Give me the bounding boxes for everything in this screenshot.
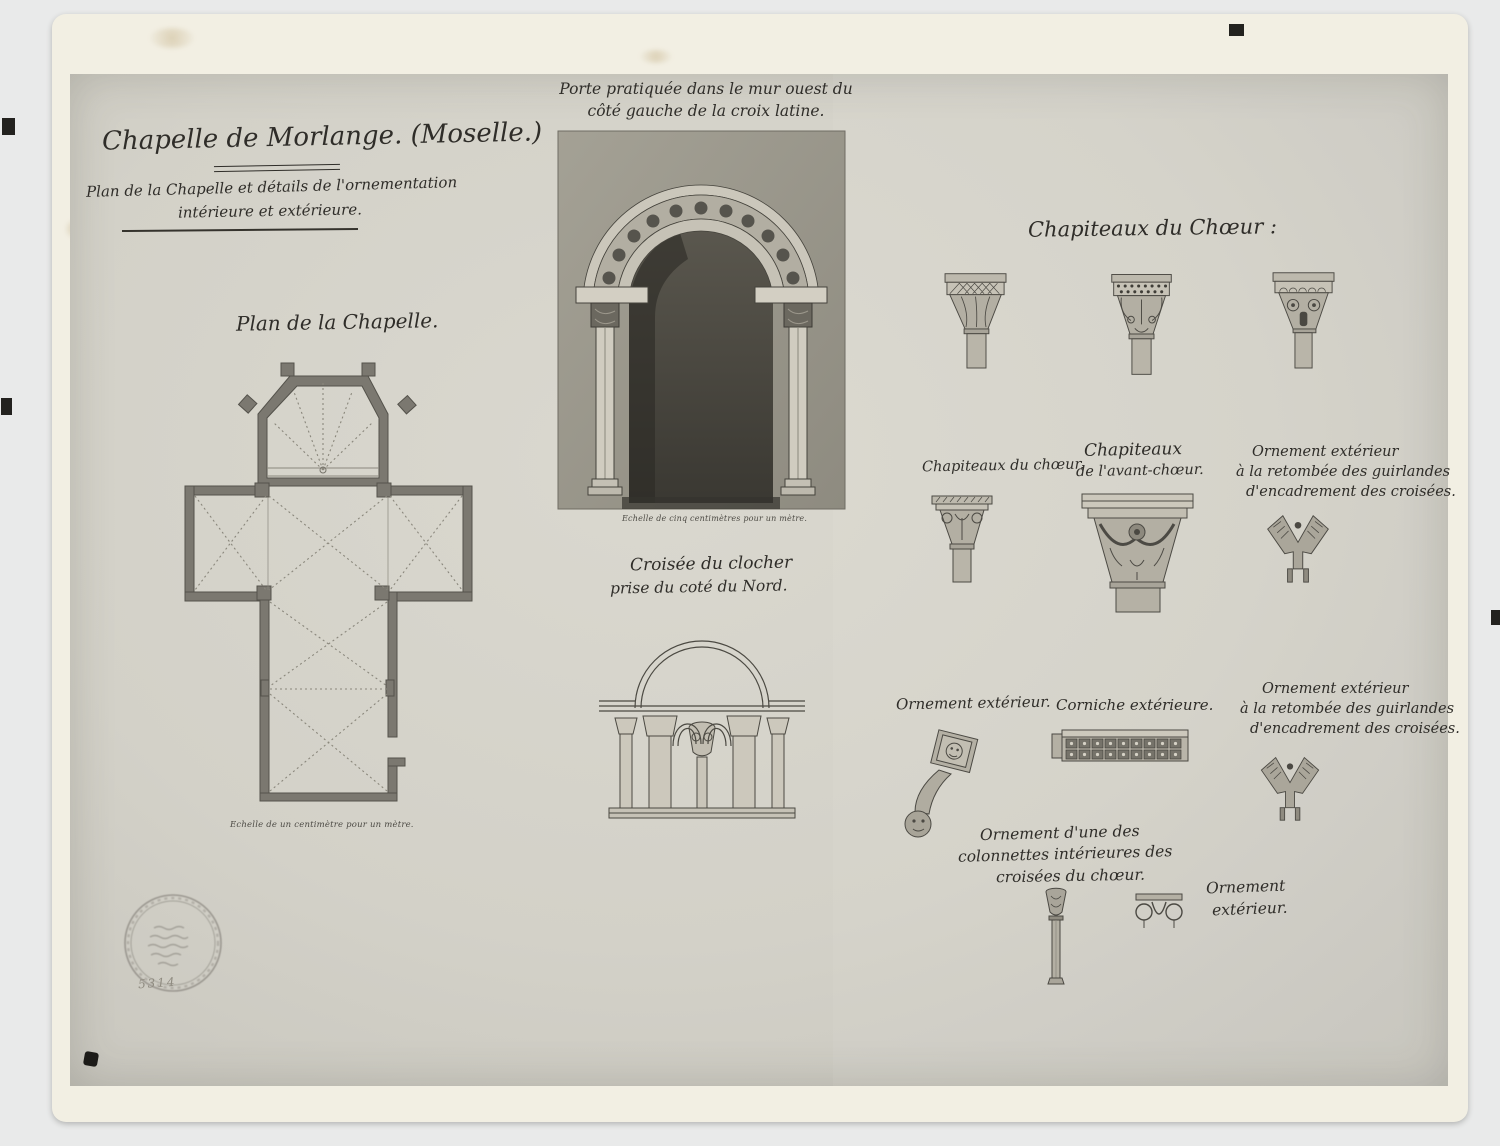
row4-label-line3: croisées du chœur. — [995, 865, 1146, 887]
edge-mark — [1, 398, 12, 415]
chapel-floor-plan-drawing — [175, 358, 480, 813]
row4-label-line1: Ornement d'une des — [979, 821, 1140, 845]
foxing-stain — [150, 28, 194, 48]
croisee-label-line2: prise du coté du Nord. — [609, 576, 788, 598]
row2-label-right-line1: Ornement extérieur — [1252, 444, 1399, 460]
west-door-drawing — [558, 131, 845, 509]
ink-blot — [83, 1051, 99, 1067]
row3-label-right-line3: d'encadrement des croisées. — [1250, 721, 1460, 737]
capitals-heading: Chapiteaux du Chœur : — [1027, 214, 1278, 242]
stamp-inventory-number: 5314 — [137, 974, 177, 992]
edge-mark — [1491, 610, 1500, 625]
edge-mark — [2, 118, 15, 135]
row2-label-left: Chapiteaux du chœur. — [921, 456, 1085, 476]
exterior-cornice-drawing — [1050, 726, 1192, 768]
row2-label-mid-line1: Chapiteaux — [1083, 439, 1183, 461]
foxing-stain — [640, 50, 672, 63]
row4-label-right-line1: Ornement — [1205, 876, 1286, 898]
choir-capital-drawing-2 — [1106, 270, 1178, 375]
sheet-subtitle-line1: Plan de la Chapelle et détails de l'ornementation — [85, 173, 458, 201]
sheet-subtitle-line2: intérieure et extérieure. — [177, 200, 363, 222]
plan-scale-note: Echelle de un centimètre pour un mètre. — [230, 820, 414, 830]
edge-mark — [1229, 24, 1244, 36]
door-caption-line2: côté gauche de la croix latine. — [587, 102, 825, 120]
row2-label-right-line3: d'encadrement des croisées. — [1246, 484, 1456, 500]
exterior-corbel-ornament-drawing — [893, 726, 988, 844]
garland-ornament-drawing-2 — [1256, 750, 1324, 826]
row4-label-right-line2: extérieur. — [1211, 898, 1288, 920]
door-scale-note: Echelle de cinq centimètres pour un mètre. — [622, 514, 808, 523]
row3-label-right-line2: à la retombée des guirlandes — [1240, 701, 1455, 717]
plan-label: Plan de la Chapelle. — [235, 308, 439, 336]
choir-capital-drawing-1 — [940, 268, 1012, 368]
row3-label-right-line1: Ornement extérieur — [1262, 681, 1409, 697]
garland-ornament-drawing-1 — [1262, 508, 1334, 588]
row2-label-mid-line2: de l'avant-chœur. — [1075, 461, 1204, 481]
croisee-label-line1: Croisée du clocher — [629, 552, 793, 576]
row2-label-right-line2: à la retombée des guirlandes — [1236, 464, 1451, 480]
choir-capital-drawing-3 — [1268, 268, 1340, 368]
sheet-title: Chapelle de Morlange. (Moselle.) — [101, 117, 543, 157]
belfry-window-drawing — [597, 610, 807, 830]
row3-label-left: Ornement extérieur. — [895, 692, 1051, 714]
interior-colonnette-drawing — [1038, 886, 1073, 986]
choir-capital-small-drawing — [928, 492, 998, 584]
row4-label-line2: colonnettes intérieures des — [957, 842, 1173, 866]
door-caption-line1: Porte pratiquée dans le mur ouest du — [559, 80, 853, 98]
avant-choeur-capital-drawing — [1080, 490, 1195, 612]
row3-label-mid: Corniche extérieure. — [1056, 696, 1214, 714]
exterior-ornament-capital-drawing — [1130, 890, 1188, 935]
